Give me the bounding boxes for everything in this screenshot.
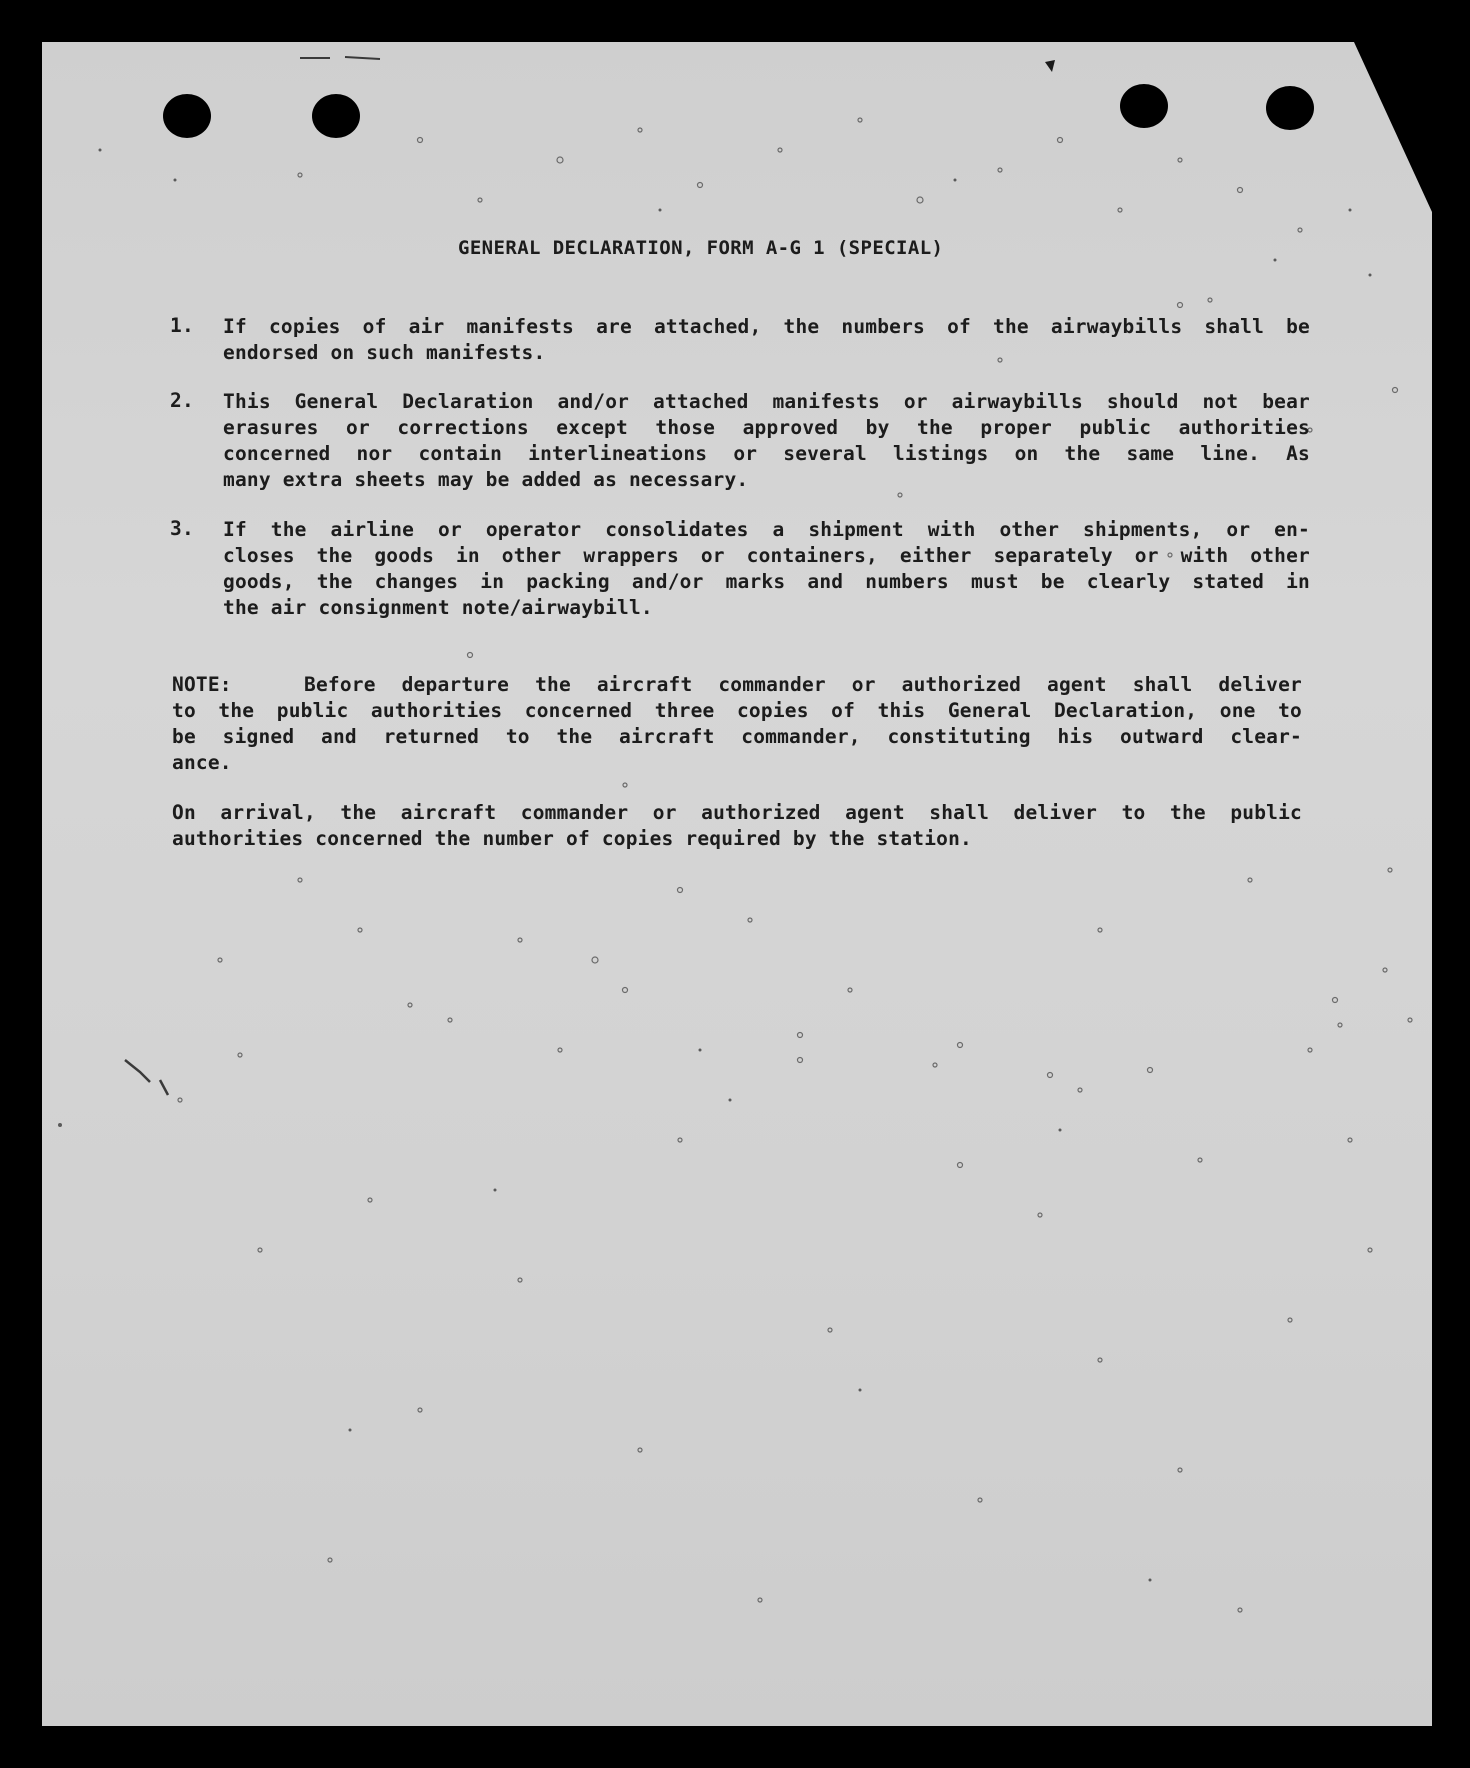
text-line: many extra sheets may be added as necessary. <box>223 468 749 491</box>
text-line: to the public authorities concerned three copies of this General Declaration, one to <box>172 699 1302 722</box>
text-line: concerned nor contain interlineations or several listings on the same line. As <box>223 442 1310 465</box>
text-line: On arrival, the aircraft commander or authorized agent shall deliver to the public <box>172 801 1302 824</box>
text-line: closes the goods in other wrappers or containers, either separately or with other <box>223 544 1310 567</box>
page-title: GENERAL DECLARATION, FORM A-G 1 (SPECIAL) <box>458 237 944 259</box>
note-section <box>172 672 1302 776</box>
note-first-line: Before departure the aircraft commander or authorized agent shall deliver <box>304 673 1302 696</box>
item-text <box>223 517 1310 621</box>
text-line: erasures or corrections except those approved by the proper public authorities <box>223 416 1310 439</box>
note-label: NOTE: <box>172 673 232 696</box>
text-line: If the airline or operator consolidates a shipment with other shipments, or en- <box>223 518 1310 541</box>
text-line: endorsed on such manifests. <box>223 341 546 364</box>
item-number: 3. <box>170 517 194 540</box>
item-text <box>223 389 1310 493</box>
item-number: 2. <box>170 389 194 412</box>
text-line: be signed and returned to the aircraft commander, constituting his outward clear- <box>172 725 1302 748</box>
arrival-section <box>172 800 1302 852</box>
text-line: This General Declaration and/or attached manifests or airwaybills should not bear <box>223 390 1310 413</box>
text-line <box>172 672 1302 698</box>
text-line: If copies of air manifests are attached, the numbers of the airwaybills shall be <box>223 315 1310 338</box>
item-number: 1. <box>170 314 194 337</box>
text-line: the air consignment note/airwaybill. <box>223 596 653 619</box>
item-text <box>223 314 1310 366</box>
text-line: goods, the changes in packing and/or marks and numbers must be clearly stated in <box>223 570 1310 593</box>
text-line: ance. <box>172 751 232 774</box>
text-line: authorities concerned the number of copies required by the station. <box>172 827 972 850</box>
